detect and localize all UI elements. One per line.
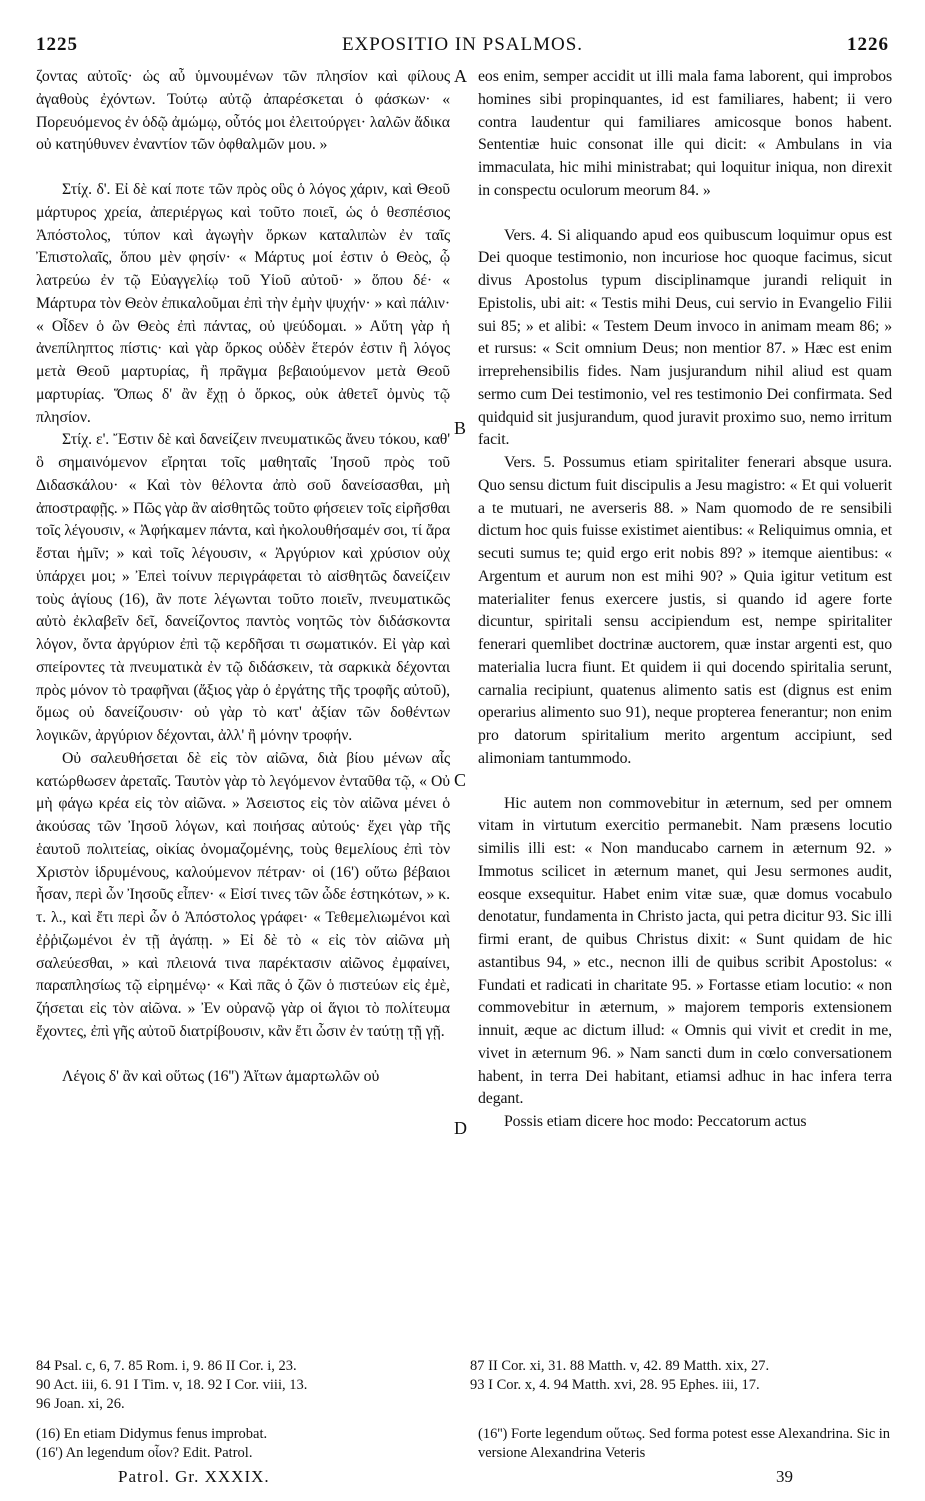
latin-paragraph-1: eos enim, semper accidit ut illi mala fama laborent, qui improbos homines sibi propinquantes, id est familiares, habent; ii vero contra laudentur qui familiares amicosque bonos habent. Sententiæ huic consonat ille qui dicit: « Ambulans in via immaculata, hic mihi ministrabat; qui loquitur iniqua, non direxit in conspectu oculorum meorum 84. » (478, 68, 892, 199)
margin-letter-d: D (454, 1118, 467, 1138)
margin-letter-b: B (454, 418, 467, 438)
editor-notes-left (36, 1425, 456, 1463)
greek-column (36, 66, 450, 1088)
note-16a: (16') An legendum οἷον? Edit. Patrol. (36, 1445, 253, 1461)
note-16: (16) En etiam Didymus fenus improbat. (36, 1426, 268, 1442)
footnote-refs-line: 96 Joan. xi, 26. (36, 1396, 125, 1412)
scripture-refs-left (36, 1357, 466, 1414)
right-page-number: 1226 (847, 34, 889, 55)
editor-notes-right (478, 1425, 892, 1463)
left-page-number: 1225 (36, 34, 78, 55)
greek-paragraph-4: Οὐ σαλευθήσεται δὲ εἰς τὸν αἰῶνα, διὰ βίου μένων αἷς κατώρθωσεν ἀρεταῖς. Ταυτὸν γὰρ τὸ λεγόμενον ἐνταῦθα τῷ, « Οὐ μὴ φάγω κρέα εἰς τὸν αἰῶνα. » Ἀσειστος εἰς τὸν αἰῶνα μένει ὁ ἀκούσας τῶν Ἰησοῦ λόγων, καὶ ποιήσας αὐτούς· ἔχει γὰρ τῆς ἑαυτοῦ πολιτείας, οἰκίας ὀνομαζομένης, τοὺς θεμελίους ἐπὶ τὸν Χριστὸν ἱδρυμένους, καλούμενον πέτραν· οἱ (16') οὕτω βέβαιοι ἦσαν, περὶ ὧν Ἰησοῦς εἶπεν· « Εἰσί τινες τῶν ὧδε ἑστηκότων, » κ. τ. λ., καὶ ἔτι περὶ ὧν ὁ Ἀπόστολος γράφει· « Τεθεμελιωμένοι καὶ ἐῤῥιζωμένοι ἐν τῇ ἀγάπῃ. » Εἰ δὲ τὸ « εἰς τὸν αἰῶνα μὴ σαλεύεσθαι, » καὶ πλειονά τινα παρέκτασιν αἰῶνος ἐμφαίνει, παραπλησίως τῷ εἰρημένῳ· « Καὶ πᾶς ὁ ζῶν ὁ πιστεύων εἰς ἐμὲ, ζήσεται εἰς τὸν αἰῶνα. » Ἐν οὐρανῷ γὰρ οἱ ἅγιοι τὸ πολίτευμα ἔχοντες, ἐπὶ γῆς αὐτοῦ διατρίβουσιν, κἂν ἔτι ὦσιν ἐν ταύτῃ τῇ γῇ. (36, 749, 450, 1040)
latin-paragraph-4: Hic autem non commovebitur in æternum, sed per omnem vitam in virtutum exercitio permanebit. Nam præsens locutio similis illi est: « Non manducabo carnem in æternum 92. » Immotus scilicet in æternum manet, qui Jesu sermones audit, eosque exsequitur. Habet enim vitæ suæ, quæ domus vocabulo denotatur, fundamenta in Christo jacta, qui petra dicitur 93. Sic illi firmi erant, de quibus Christus dixit: « Sunt quidam de hic astantibus 94, » etc., necnon illi de quibus scribit Apostolus: « Fundati et radicati in charitate 95. » Fortasse etiam locutio: « non commovebitur in æternum, » majorem temporis extensionem innuit, æque ac dictum illud: « Omnis qui vivit et credit in me, vivet in æternum 96. » Nam sancti dum in cœlo conversationem habent, in terra Dei habitant, etiamsi adhuc in hac infera terra degant. (478, 794, 892, 1108)
greek-paragraph-5: Λέγοις δ' ἂν καὶ οὕτως (16'') Ἀἴτων ἁμαρτωλῶν οὐ (62, 1067, 380, 1085)
note-16b: (16'') Forte legendum οὕτως. Sed forma potest esse Alexandrina. Sic in versione Alexandrina Veteris (478, 1426, 891, 1461)
latin-paragraph-5: Possis etiam dicere hoc modo: Peccatorum actus (504, 1113, 807, 1130)
sheet-number: 39 (776, 1467, 793, 1486)
greek-paragraph-2: Στίχ. δ'. Εἰ δὲ καί ποτε τῶν πρὸς οὓς ὁ λόγος χάριν, καὶ Θεοῦ μάρτυρος χρεία, ἀπεριέργως καὶ τοῦτο ποιεῖ, ὡς ὁ θεσπέσιος Ἀπόστολος, τύπον καὶ ἀγωγὴν ὅρκων καταλιπὼν ἐν ταῖς Ἐπιστολαῖς, ὅπου μὲν φησίν· « Μάρτυς μοί ἐστιν ὁ Θεὸς, ᾧ λατρεύω ἐν τῷ Εὐαγγελίῳ τοῦ Υἱοῦ αὐτοῦ· » ὅπου δέ· « Μάρτυρα τὸν Θεὸν ἐπικαλοῦμαι ἐπὶ τὴν ἐμὴν ψυχήν· » καὶ πάλιν· « Οἶδεν ὁ ὢν Θεὸς ἐπὶ πάντας, οὐ ψεύδομαι. » Αὕτη γὰρ ἡ ἀνεπίληπτος πίστις· καὶ γὰρ ὅρκος οὐδὲν ἕτερόν ἐστιν ἢ λόγος μετὰ Θεοῦ μαρτυρίας, ἢ πρᾶγμα βεβαιούμενον μετὰ Θεοῦ μαρτυρίας. Ὅπως δ' ἂν ἔχῃ ὁ ὅρκος, οὐκ ἀθετεῖ ὀμνὺς τῷ πλησίον. (36, 181, 450, 426)
footnote-refs-line: 93 I Cor. x, 4. 94 Matth. xvi, 28. 95 Ephes. iii, 17. (470, 1377, 760, 1393)
greek-paragraph-1: ζοντας αὐτοῖς· ὡς αὖ ὑμνουμένων τῶν πλησίον καὶ φίλους ἀγαθοὺς ἐχόντων. Τούτῳ αὐτῷ ἀπαρέσκεται ὁ φάσκων· « Πορευόμενος ἐν ὁδῷ ἀμώμῳ, οὗτός μοι ἐλειτούργει· λαλῶν ἄδικα οὐ κατηύθυνεν ἐναντίον τῶν ὀφθαλμῶν μου. » (36, 68, 450, 154)
running-title: EXPOSITIO IN PSALMOS. (341, 34, 584, 55)
footnote-refs-line: 84 Psal. c, 6, 7. 85 Rom. i, 9. 86 II Cor. i, 23. (36, 1358, 297, 1374)
footnote-refs-line: 90 Act. iii, 6. 91 I Tim. v, 18. 92 I Cor. viii, 13. (36, 1377, 308, 1393)
scripture-refs-right (470, 1357, 894, 1395)
latin-paragraph-2: Vers. 4. Si aliquando apud eos quibuscum loquimur opus est Dei quoque testimonio, non incuriose hoc quoque facimus, sicut divus Apostolus typum disciplinamque jurandi reliquit in Epistolis, ubi ait: « Testis mihi Deus, cui servio in Evangelio Filii sui 85; » et alibi: « Testem Deum invoco in animam meam 86; » et rursus: « Scit omnium Deus; non mentior 87. » Hæc est enim irreprehensibilis fides. Nam jusjurandum nihil aliud est quam sermo cum Dei testimonio, vel res testimonio Dei confirmata. Sed quidquid sit jusjurandum, quod juravit proximo suo, nemo irritum facit. (478, 226, 892, 449)
page-header (36, 34, 889, 60)
margin-letter-a: A (454, 66, 467, 86)
latin-paragraph-3: Vers. 5. Possumus etiam spiritaliter fenerari absque usura. Quo sensu dictum fuit discipulis a Jesu magistro: « Et qui voluerit a te mutuari, ne averseris 88. » Nam quomodo de re sensibili dictum hoc quis fuisse existimet aientibus: « Reliquimus omnia, et secuti sumus te; quid ergo erit nobis 89? » itemque aientibus: « Argentum et aurum non est mihi 90? » Quia igitur vetitum est materialiter fenus exercere justis, si quando id agere forte dicuntur, spiritali sensu accipiendum est, nempe spiritaliter fenerari quemlibet doctrinæ auctorem, quæ instar argenti est, quo materialia lucra fiunt. Et quidem ii qui docendo spiritalia serunt, carnalia recipiunt, quatenus alimento satis est (dignus est enim operarius alimento suo 91), neque propterea fenerantur; non enim pro datorum spiritalium merito argentum accipiunt, sed alimoniam tantummodo. (478, 454, 892, 767)
printer-signature: Patrol. Gr. XXXIX. (118, 1467, 270, 1486)
latin-column (478, 66, 892, 1134)
margin-letter-c: C (454, 770, 467, 790)
greek-paragraph-3: Στίχ. ε'. Ἔστιν δὲ καὶ δανείζειν πνευματικῶς ἄνευ τόκου, καθ' ὃ σημαινόμενον εἴρηται τοῖς μαθηταῖς Ἰησοῦ πρὸς τοῦ Διδασκάλου· « Καὶ τὸν θέλοντα ἀπὸ σοῦ δανείσασθαι, μὴ ἀποστραφῇς. » Πῶς γὰρ ἂν αἰσθητῶς τοῦτο φήσειεν τοῖς εἰρῆσθαι τοῖς λέγουσιν, « Ἀφήκαμεν πάντα, καὶ ἠκολουθήσαμέν σοι, τί ἄρα ἔσται ἡμῖν; » καὶ τοῖς λέγουσιν, « Ἀργύριον καὶ χρύσιον οὐχ ὑπάρχει μοι; » Ἐπεὶ τοίνυν περιγράφεται τὸ αἰσθητῶς δανείζειν τοὺς ἁγίους (16), ἂν ποτε λέγωνται τοῦτο ποιεῖν, πνευματικῶς αὐτὸ ἐκλαβεῖν δεῖ, δανείζοντος παντὸς νοητῶς τὸν διδάσκοντα λόγον, ὄντα ἀργύριον ἐπὶ τῷ κερδῆσαι τι σωματικόν. Εἰ γὰρ καὶ σπείροντες τὰ πνευματικὰ ἐν τῷ διδάσκειν, τὰ σαρκικὰ δέχονται πρὸς μόνον τὸ τραφῆναι (ἄξιος γὰρ ὁ ἐργάτης τῆς τροφῆς αὐτοῦ), ὅμως οὐ δανείζουσιν· οὐ γὰρ τὸ κατ' ἀξίαν τῶν δοθέντων λογικῶν, ἀργύριον δέχονται, ἀλλ' ἢ μόνην τροφήν. (36, 431, 450, 744)
footnote-refs-line: 87 II Cor. xi, 31. 88 Matth. v, 42. 89 Matth. xix, 27. (470, 1358, 770, 1374)
